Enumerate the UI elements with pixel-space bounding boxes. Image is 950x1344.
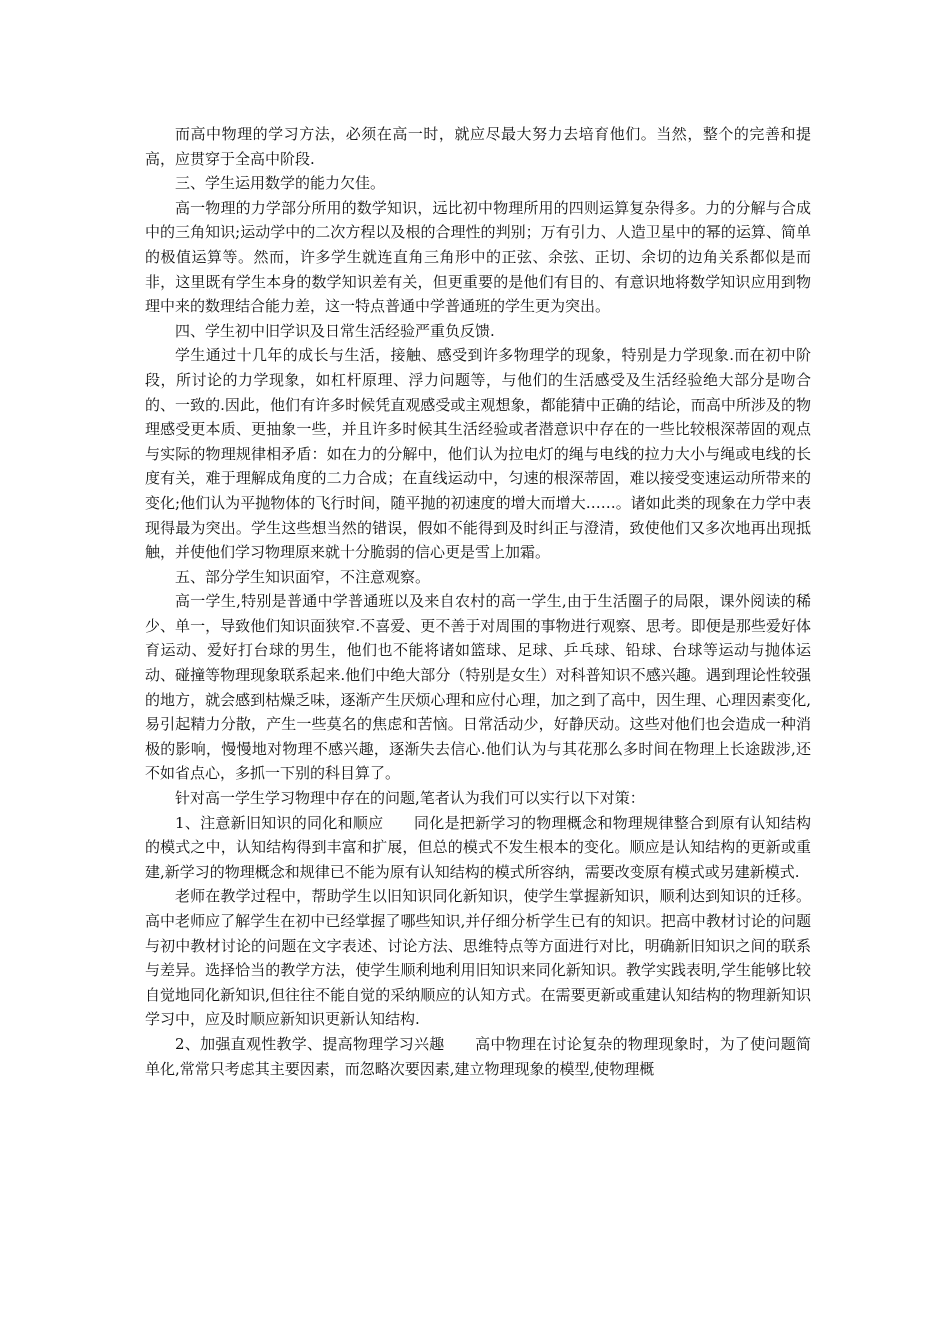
- heading-section-4: 四、学生初中旧学识及日常生活经验严重负反馈.: [175, 321, 495, 340]
- heading-section-5: 五、部分学生知识面窄，不注意观察。: [175, 567, 431, 586]
- paragraph-narrow-knowledge: 高一学生,特别是普通中学普通班以及来自农村的高一学生,由于生活圈子的局限，课外阅读的稀少、单一，导致他们知识面狭窄.不喜爱、更不善于对周围的事物进行观察、思考。即便是那些爱好体育运动、爱好打台球的男生，他们也不能将诸如篮球、足球、乒乓球、铅球、台球等运动与抛体运动、碰撞等物理现象联系起来.他们中绝大部分（特别是女生）对科普知识不感兴趣。遇到理论性较强的地方，就会感到枯燥乏味，逐渐产生厌烦心理和应付心理，加之到了高中，因生理、心理因素变化,易引起精力分散，产生一些莫名的焦虑和苦恼。日常活动少，好静厌动。这些对他们也会造成一种消极的影响，慢慢地对物理不感兴趣，逐渐失去信心.他们认为与其花那么多时间在物理上长途跋涉,还不如省点心，多抓一下别的科目算了。: [145, 592, 811, 783]
- paragraph-intro-method: 而高中物理的学习方法，必须在高一时，就应尽最大努力去培育他们。当然，整个的完善和提高，应贯穿于全高中阶段.: [145, 125, 811, 168]
- document-body: [145, 122, 811, 1081]
- paragraph-math-ability: 高一物理的力学部分所用的数学知识，远比初中物理所用的四则运算复杂得多。力的分解与合成中的三角知识;运动学中的二次方程以及根的合理性的判别；万有引力、人造卫星中的幂的运算、简单的极值运算等。然而，许多学生就连直角三角形中的正弦、余弦、正切、余切的边角关系都似是而非，这里既有学生本身的数学知识差有关，但更重要的是他们有目的、有意识地将数学知识应用到物理中来的数理结合能力差，这一特点普通中学普通班的学生更为突出。: [145, 198, 811, 316]
- paragraph-countermeasures-intro: 针对高一学生学习物理中存在的问题,笔者认为我们可以实行以下对策：: [175, 789, 645, 808]
- heading-section-3: 三、学生运用数学的能力欠佳。: [175, 174, 386, 193]
- paragraph-teacher-process: 老师在教学过程中，帮助学生以旧知识同化新知识，使学生掌握新知识，顺利达到知识的迁移。高中老师应了解学生在初中已经掌握了哪些知识,并仔细分析学生已有的知识。把高中教材讨论的问题与初中教材讨论的问题在文字表述、讨论方法、思维特点等方面进行对比，明确新旧知识之间的联系与差异。选择恰当的教学方法，使学生顺利地利用旧知识来同化新知识。教学实践表明,学生能够比较自觉地同化新知识,但往往不能自觉的采纳顺应的认知方式。在需要更新或重建认知结构的物理新知识学习中，应及时顺应新知识更新认知结构.: [145, 887, 811, 1029]
- paragraph-countermeasure-1: 1、注意新旧知识的同化和顺应 同化是把新学习的物理概念和物理规律整合到原有认知结构的模式之中，认知结构得到丰富和扩展，但总的模式不发生根本的变化。顺应是认知结构的更新或重建,新学习的物理概念和规律已不能为原有认知结构的模式所容纳，需要改变原有模式或另建新模式.: [145, 813, 811, 881]
- paragraph-life-experience: 学生通过十几年的成长与生活，接触、感受到许多物理学的现象，特别是力学现象.而在初中阶段，所讨论的力学现象，如杠杆原理、浮力问题等，与他们的生活感受及生活经验绝大部分是吻合的、一致的.因此，他们有许多时候凭直观感受或主观想象，都能猜中正确的结论，而高中所涉及的物理感受更本质、更抽象一些，并且许多时候其生活经验或者潜意识中存在的一些比较根深蒂固的观点与实际的物理规律相矛盾：如在力的分解中，他们认为拉电灯的绳与电线的拉力大小与绳或电线的长度有关，难于理解成角度的二力合成；在直线运动中，匀速的根深蒂固，难以接受变速运动所带来的变化;他们认为平抛物体的飞行时间，随平抛的初速度的增大而增大……。诸如此类的现象在力学中表现得最为突出。学生这些想当然的错误，假如不能得到及时纠正与澄清，致使他们又多次地再出现抵触，并使他们学习物理原来就十分脆弱的信心更是雪上加霜。: [145, 346, 811, 562]
- paragraph-countermeasure-2: 2、加强直观性教学、提高物理学习兴趣 高中物理在讨论复杂的物理现象时，为了使问题简单化,常常只考虑其主要因素，而忽略次要因素,建立物理现象的模型,使物理概: [145, 1034, 811, 1078]
